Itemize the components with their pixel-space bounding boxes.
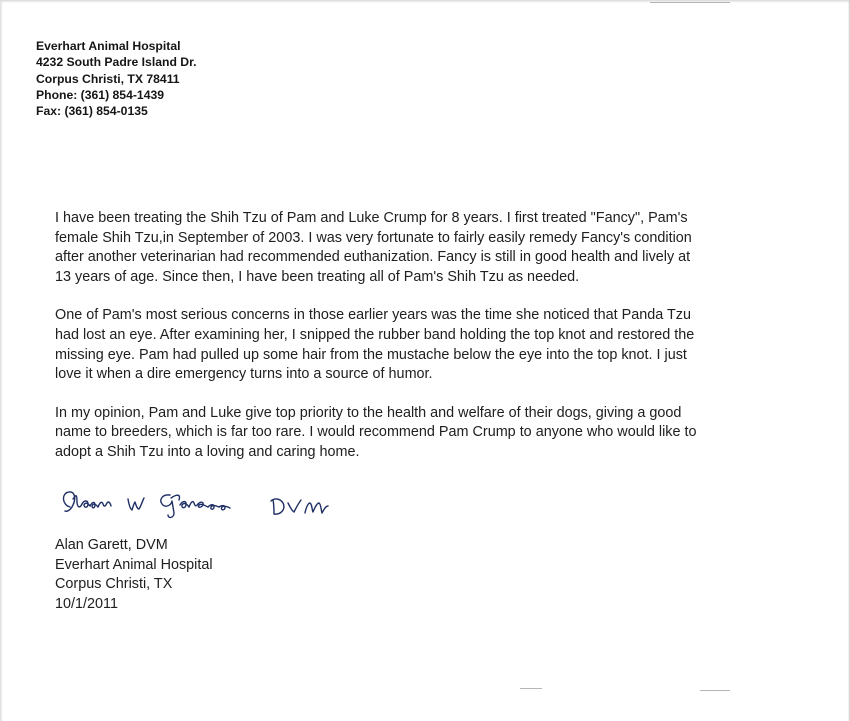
handwritten-signature	[58, 485, 343, 525]
letter-date: 10/1/2011	[55, 595, 118, 612]
text-line: after another veterinarian had recommended euthanization. Fancy is still in good health and lively at	[55, 249, 691, 266]
fax-number: Fax: (361) 854-0135	[36, 104, 148, 119]
paragraph	[55, 209, 815, 287]
text-line: In my opinion, Pam and Luke give top priority to the health and welfare of their dogs, giving a good	[55, 404, 682, 421]
hospital-name: Everhart Animal Hospital	[36, 39, 181, 53]
paragraph	[55, 404, 815, 463]
text-line: female Shih Tzu,in September of 2003. I was very fortunate to fairly easily remedy Fancy's condition	[55, 229, 692, 246]
letter-body	[55, 209, 815, 482]
scan-artifact	[650, 2, 730, 3]
text-line: had lost an eye. After examining her, I snipped the rubber band holding the top knot and restored the	[55, 326, 695, 343]
street-address: 4232 South Padre Island Dr.	[36, 55, 197, 70]
scan-edge-left	[0, 0, 3, 721]
signature-ink	[63, 492, 328, 518]
text-line: name to breeders, which is far too rare. I would recommend Pam Crump to anyone who would like to	[55, 424, 697, 441]
scan-artifact	[520, 688, 542, 689]
text-line: I have been treating the Shih Tzu of Pam and Luke Crump for 8 years. I first treated "Fancy", Pam's	[55, 210, 688, 226]
text-line: One of Pam's most serious concerns in those earlier years was the time she noticed that Panda Tzu	[55, 307, 691, 324]
scan-artifact	[700, 690, 730, 691]
signature-block	[55, 536, 213, 614]
signer-city: Corpus Christi, TX	[55, 576, 173, 592]
phone-number: Phone: (361) 854-1439	[36, 87, 165, 102]
text-line: love it when a dire emergency turns into a source of humor.	[55, 366, 433, 383]
paragraph	[55, 306, 815, 384]
text-line: 13 years of age. Since then, I have been treating all of Pam's Shih Tzu as needed.	[55, 268, 580, 285]
text-line: missing eye. Pam had pulled up some hair from the mustache below the eye into the top knot. I just	[55, 346, 687, 363]
signer-hospital: Everhart Animal Hospital	[55, 556, 213, 573]
letterhead	[36, 38, 197, 119]
signer-name: Alan Garett, DVM	[55, 537, 168, 553]
text-line: adopt a Shih Tzu into a loving and caring home.	[55, 443, 360, 460]
city-state-zip: Corpus Christi, TX 78411	[36, 71, 180, 86]
